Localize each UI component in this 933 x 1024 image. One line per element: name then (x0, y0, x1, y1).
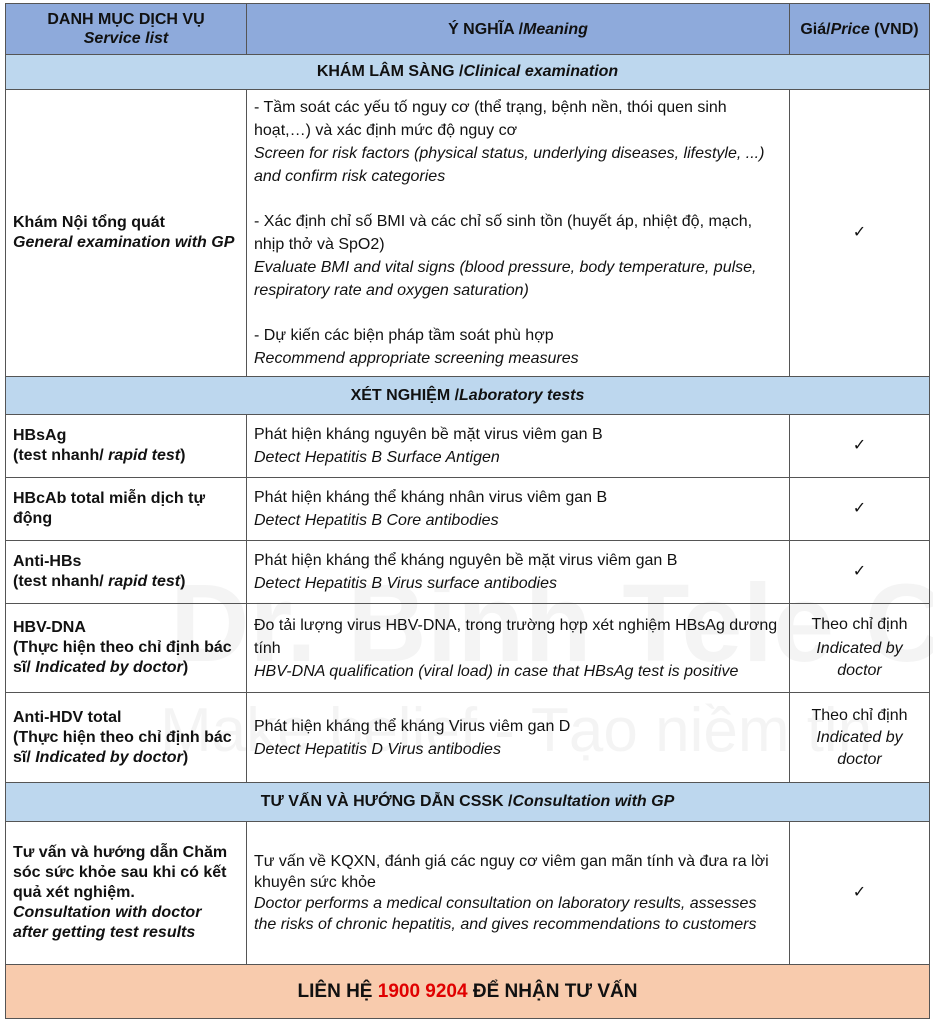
service-name: Tư vấn và hướng dẫn Chăm sóc sức khỏe sau khi có kết quả xét nghiệm. Consultation with doctor after getting test results (6, 822, 247, 965)
checkmark-icon: ✓ (790, 822, 930, 965)
service-meaning: Phát hiện kháng nguyên bề mặt virus viêm gan B Detect Hepatitis B Surface Antigen (247, 415, 790, 478)
service-name: HBcAb total miễn dịch tự động (6, 478, 247, 541)
service-meaning: - Tầm soát các yếu tố nguy cơ (thể trạng, bệnh nền, thói quen sinh hoạt,…) và xác định mức độ nguy cơ Screen for risk factors (physical status, underlying diseases, lifestyle, ...) and confirm risk categories - Xác định chỉ số BMI và các chỉ số sinh tồn (huyết áp, nhiệt độ, mạch, nhịp thở và SpO2) Evaluate BMI and vital signs (blood pressure, body temperature, pulse, respiratory rate and oxygen saturation) - Dự kiến các biện pháp tầm soát phù hợp Recommend appropriate screening measures (247, 90, 790, 377)
checkmark-icon: ✓ (790, 541, 930, 604)
section-lab: XÉT NGHIỆM /Laboratory tests (6, 377, 930, 415)
checkmark-icon: ✓ (790, 415, 930, 478)
table-row (6, 478, 930, 541)
service-name: HBV-DNA (Thực hiện theo chỉ định bác sĩ/ Indicated by doctor) (6, 604, 247, 693)
section-clinical: KHÁM LÂM SÀNG /Clinical examination (6, 55, 930, 90)
service-meaning: Phát hiện kháng thể kháng Virus viêm gan D Detect Hepatitis D Virus antibodies (247, 693, 790, 783)
service-name: HBsAg (test nhanh/ rapid test) (6, 415, 247, 478)
checkmark-icon: ✓ (790, 478, 930, 541)
table-row (6, 90, 930, 377)
service-meaning: Tư vấn về KQXN, đánh giá các nguy cơ viêm gan mãn tính và đưa ra lời khuyên sức khỏe Doctor performs a medical consultation on laboratory results, assesses the risks of chronic hepatitis, and gives recommendations to customers (247, 822, 790, 965)
table-row (6, 822, 930, 965)
service-name: Khám Nội tổng quát General examination with GP (6, 90, 247, 377)
table-row (6, 415, 930, 478)
header-price: Giá/Price (VND) (790, 4, 930, 55)
table-row (6, 604, 930, 693)
header-service: DANH MỤC DỊCH VỤ Service list (6, 4, 247, 55)
service-meaning: Phát hiện kháng thể kháng nguyên bề mặt virus viêm gan B Detect Hepatitis B Virus surface antibodies (247, 541, 790, 604)
service-name: Anti-HBs (test nhanh/ rapid test) (6, 541, 247, 604)
table-row (6, 693, 930, 783)
service-meaning: Đo tải lượng virus HBV-DNA, trong trường hợp xét nghiệm HBsAg dương tính HBV-DNA qualification (viral load) in case that HBsAg test is positive (247, 604, 790, 693)
service-name: Anti-HDV total (Thực hiện theo chỉ định bác sĩ/ Indicated by doctor) (6, 693, 247, 783)
header-meaning: Ý NGHĨA /Meaning (247, 4, 790, 55)
service-meaning: Phát hiện kháng thể kháng nhân virus viêm gan B Detect Hepatitis B Core antibodies (247, 478, 790, 541)
hotline-number[interactable]: 1900 9204 (377, 980, 468, 1002)
table-header (6, 4, 930, 55)
contact-footer: LIÊN HỆ 1900 9204 ĐỂ NHẬN TƯ VẤN (6, 965, 930, 1019)
price-note: Theo chỉ định Indicated by doctor (790, 693, 930, 783)
service-price-table (5, 3, 930, 1019)
section-consultation: TƯ VẤN VÀ HƯỚNG DẪN CSSK /Consultation with GP (6, 783, 930, 822)
checkmark-icon: ✓ (790, 90, 930, 377)
table-row (6, 541, 930, 604)
price-note: Theo chỉ định Indicated by doctor (790, 604, 930, 693)
